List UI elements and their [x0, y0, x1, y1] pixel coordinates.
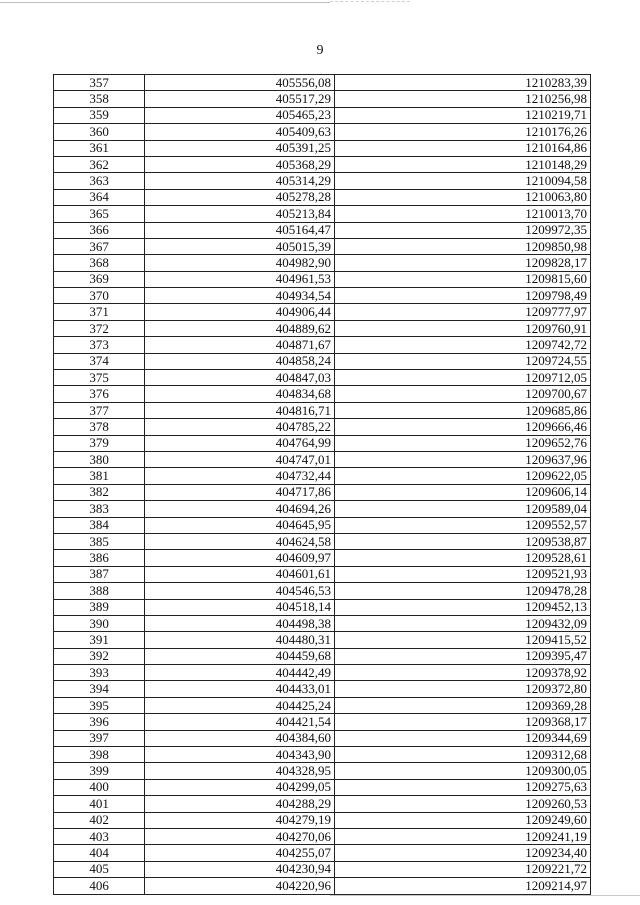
table-row — [54, 665, 591, 681]
point-number-cell: 363 — [54, 173, 145, 189]
point-number-cell: 383 — [54, 501, 145, 517]
x-coordinate-cell: 404747,01 — [145, 451, 335, 467]
table-row — [54, 550, 591, 566]
x-coordinate-cell: 404982,90 — [145, 255, 335, 271]
x-coordinate-cell: 404546,53 — [145, 583, 335, 599]
point-number-cell: 372 — [54, 320, 145, 336]
table-row — [54, 730, 591, 746]
coordinates-table — [53, 74, 591, 895]
y-coordinate-cell: 1209275,63 — [335, 779, 591, 795]
x-coordinate-cell: 404785,22 — [145, 419, 335, 435]
x-coordinate-cell: 404220,96 — [145, 878, 335, 894]
y-coordinate-cell: 1209234,40 — [335, 845, 591, 861]
table-row — [54, 796, 591, 812]
y-coordinate-cell: 1209249,60 — [335, 812, 591, 828]
x-coordinate-cell: 405314,29 — [145, 173, 335, 189]
point-number-cell: 378 — [54, 419, 145, 435]
point-number-cell: 365 — [54, 206, 145, 222]
x-coordinate-cell: 404906,44 — [145, 304, 335, 320]
point-number-cell: 367 — [54, 238, 145, 254]
point-number-cell: 360 — [54, 124, 145, 140]
table-row — [54, 648, 591, 664]
table-row — [54, 173, 591, 189]
y-coordinate-cell: 1209415,52 — [335, 632, 591, 648]
x-coordinate-cell: 404279,19 — [145, 812, 335, 828]
point-number-cell: 385 — [54, 533, 145, 549]
table-row — [54, 91, 591, 107]
y-coordinate-cell: 1209622,05 — [335, 468, 591, 484]
y-coordinate-cell: 1209777,97 — [335, 304, 591, 320]
table-row — [54, 763, 591, 779]
point-number-cell: 381 — [54, 468, 145, 484]
x-coordinate-cell: 404732,44 — [145, 468, 335, 484]
table-row — [54, 845, 591, 861]
table-row — [54, 468, 591, 484]
y-coordinate-cell: 1209685,86 — [335, 402, 591, 418]
table-row — [54, 238, 591, 254]
y-coordinate-cell: 1209666,46 — [335, 419, 591, 435]
point-number-cell: 376 — [54, 386, 145, 402]
point-number-cell: 368 — [54, 255, 145, 271]
y-coordinate-cell: 1209344,69 — [335, 730, 591, 746]
point-number-cell: 379 — [54, 435, 145, 451]
table-row — [54, 255, 591, 271]
table-row — [54, 714, 591, 730]
table-row — [54, 222, 591, 238]
y-coordinate-cell: 1209452,13 — [335, 599, 591, 615]
table-row — [54, 878, 591, 894]
x-coordinate-cell: 405278,28 — [145, 189, 335, 205]
table-row — [54, 140, 591, 156]
scan-top-edge-line — [0, 2, 330, 3]
x-coordinate-cell: 404230,94 — [145, 861, 335, 877]
point-number-cell: 358 — [54, 91, 145, 107]
y-coordinate-cell: 1209760,91 — [335, 320, 591, 336]
x-coordinate-cell: 404459,68 — [145, 648, 335, 664]
point-number-cell: 387 — [54, 566, 145, 582]
table-row — [54, 861, 591, 877]
table-row — [54, 402, 591, 418]
table-row — [54, 419, 591, 435]
coordinates-table-body — [54, 75, 591, 895]
table-row — [54, 533, 591, 549]
point-number-cell: 394 — [54, 681, 145, 697]
table-row — [54, 517, 591, 533]
y-coordinate-cell: 1209538,87 — [335, 533, 591, 549]
point-number-cell: 384 — [54, 517, 145, 533]
x-coordinate-cell: 405409,63 — [145, 124, 335, 140]
table-row — [54, 320, 591, 336]
point-number-cell: 405 — [54, 861, 145, 877]
y-coordinate-cell: 1209742,72 — [335, 337, 591, 353]
table-row — [54, 451, 591, 467]
y-coordinate-cell: 1210256,98 — [335, 91, 591, 107]
x-coordinate-cell: 404847,03 — [145, 370, 335, 386]
table-row — [54, 288, 591, 304]
point-number-cell: 377 — [54, 402, 145, 418]
y-coordinate-cell: 1209828,17 — [335, 255, 591, 271]
x-coordinate-cell: 404442,49 — [145, 665, 335, 681]
table-row — [54, 435, 591, 451]
point-number-cell: 406 — [54, 878, 145, 894]
table-row — [54, 681, 591, 697]
y-coordinate-cell: 1209606,14 — [335, 484, 591, 500]
y-coordinate-cell: 1209552,57 — [335, 517, 591, 533]
x-coordinate-cell: 404518,14 — [145, 599, 335, 615]
point-number-cell: 396 — [54, 714, 145, 730]
table-row — [54, 386, 591, 402]
y-coordinate-cell: 1210013,70 — [335, 206, 591, 222]
x-coordinate-cell: 405391,25 — [145, 140, 335, 156]
x-coordinate-cell: 404764,99 — [145, 435, 335, 451]
y-coordinate-cell: 1209589,04 — [335, 501, 591, 517]
table-row — [54, 747, 591, 763]
x-coordinate-cell: 405465,23 — [145, 107, 335, 123]
y-coordinate-cell: 1209850,98 — [335, 238, 591, 254]
x-coordinate-cell: 404645,95 — [145, 517, 335, 533]
point-number-cell: 397 — [54, 730, 145, 746]
x-coordinate-cell: 405164,47 — [145, 222, 335, 238]
point-number-cell: 361 — [54, 140, 145, 156]
point-number-cell: 382 — [54, 484, 145, 500]
y-coordinate-cell: 1209972,35 — [335, 222, 591, 238]
table-row — [54, 501, 591, 517]
x-coordinate-cell: 404255,07 — [145, 845, 335, 861]
table-row — [54, 484, 591, 500]
x-coordinate-cell: 405213,84 — [145, 206, 335, 222]
point-number-cell: 392 — [54, 648, 145, 664]
point-number-cell: 362 — [54, 156, 145, 172]
y-coordinate-cell: 1209724,55 — [335, 353, 591, 369]
point-number-cell: 386 — [54, 550, 145, 566]
point-number-cell: 380 — [54, 451, 145, 467]
x-coordinate-cell: 404480,31 — [145, 632, 335, 648]
y-coordinate-cell: 1209528,61 — [335, 550, 591, 566]
table-row — [54, 337, 591, 353]
point-number-cell: 398 — [54, 747, 145, 763]
point-number-cell: 395 — [54, 697, 145, 713]
point-number-cell: 370 — [54, 288, 145, 304]
x-coordinate-cell: 405368,29 — [145, 156, 335, 172]
point-number-cell: 404 — [54, 845, 145, 861]
table-row — [54, 75, 591, 91]
y-coordinate-cell: 1210148,29 — [335, 156, 591, 172]
table-row — [54, 615, 591, 631]
y-coordinate-cell: 1209372,80 — [335, 681, 591, 697]
x-coordinate-cell: 404609,97 — [145, 550, 335, 566]
table-row — [54, 779, 591, 795]
x-coordinate-cell: 404624,58 — [145, 533, 335, 549]
table-row — [54, 566, 591, 582]
table-row — [54, 353, 591, 369]
table-row — [54, 370, 591, 386]
point-number-cell: 393 — [54, 665, 145, 681]
table-row — [54, 189, 591, 205]
point-number-cell: 369 — [54, 271, 145, 287]
x-coordinate-cell: 404421,54 — [145, 714, 335, 730]
y-coordinate-cell: 1209221,72 — [335, 861, 591, 877]
table-row — [54, 124, 591, 140]
point-number-cell: 399 — [54, 763, 145, 779]
point-number-cell: 375 — [54, 370, 145, 386]
x-coordinate-cell: 404343,90 — [145, 747, 335, 763]
point-number-cell: 403 — [54, 828, 145, 844]
y-coordinate-cell: 1209369,28 — [335, 697, 591, 713]
scan-bottom-edge-line — [330, 895, 640, 896]
point-number-cell: 366 — [54, 222, 145, 238]
x-coordinate-cell: 404816,71 — [145, 402, 335, 418]
y-coordinate-cell: 1209378,92 — [335, 665, 591, 681]
table-row — [54, 812, 591, 828]
x-coordinate-cell: 405015,39 — [145, 238, 335, 254]
table-row — [54, 583, 591, 599]
table-row — [54, 107, 591, 123]
y-coordinate-cell: 1209432,09 — [335, 615, 591, 631]
point-number-cell: 371 — [54, 304, 145, 320]
x-coordinate-cell: 404934,54 — [145, 288, 335, 304]
y-coordinate-cell: 1209700,67 — [335, 386, 591, 402]
y-coordinate-cell: 1209300,05 — [335, 763, 591, 779]
x-coordinate-cell: 404834,68 — [145, 386, 335, 402]
point-number-cell: 374 — [54, 353, 145, 369]
point-number-cell: 389 — [54, 599, 145, 615]
x-coordinate-cell: 404425,24 — [145, 697, 335, 713]
y-coordinate-cell: 1209395,47 — [335, 648, 591, 664]
y-coordinate-cell: 1209478,28 — [335, 583, 591, 599]
y-coordinate-cell: 1209637,96 — [335, 451, 591, 467]
point-number-cell: 359 — [54, 107, 145, 123]
table-row — [54, 697, 591, 713]
point-number-cell: 373 — [54, 337, 145, 353]
x-coordinate-cell: 404858,24 — [145, 353, 335, 369]
x-coordinate-cell: 404717,86 — [145, 484, 335, 500]
x-coordinate-cell: 404498,38 — [145, 615, 335, 631]
y-coordinate-cell: 1209241,19 — [335, 828, 591, 844]
x-coordinate-cell: 404871,67 — [145, 337, 335, 353]
y-coordinate-cell: 1209798,49 — [335, 288, 591, 304]
y-coordinate-cell: 1210176,26 — [335, 124, 591, 140]
x-coordinate-cell: 404601,61 — [145, 566, 335, 582]
point-number-cell: 401 — [54, 796, 145, 812]
scan-top-edge-dash — [330, 1, 410, 2]
page-number: 9 — [316, 43, 324, 58]
point-number-cell: 388 — [54, 583, 145, 599]
y-coordinate-cell: 1210283,39 — [335, 75, 591, 91]
point-number-cell: 357 — [54, 75, 145, 91]
point-number-cell: 364 — [54, 189, 145, 205]
y-coordinate-cell: 1210219,71 — [335, 107, 591, 123]
y-coordinate-cell: 1209368,17 — [335, 714, 591, 730]
table-row — [54, 271, 591, 287]
x-coordinate-cell: 404433,01 — [145, 681, 335, 697]
point-number-cell: 390 — [54, 615, 145, 631]
table-row — [54, 599, 591, 615]
x-coordinate-cell: 404328,95 — [145, 763, 335, 779]
point-number-cell: 391 — [54, 632, 145, 648]
x-coordinate-cell: 404889,62 — [145, 320, 335, 336]
y-coordinate-cell: 1209815,60 — [335, 271, 591, 287]
y-coordinate-cell: 1210164,86 — [335, 140, 591, 156]
y-coordinate-cell: 1209652,76 — [335, 435, 591, 451]
table-row — [54, 632, 591, 648]
y-coordinate-cell: 1209312,68 — [335, 747, 591, 763]
y-coordinate-cell: 1209712,05 — [335, 370, 591, 386]
x-coordinate-cell: 404961,53 — [145, 271, 335, 287]
point-number-cell: 400 — [54, 779, 145, 795]
x-coordinate-cell: 404288,29 — [145, 796, 335, 812]
table-row — [54, 304, 591, 320]
y-coordinate-cell: 1209521,93 — [335, 566, 591, 582]
y-coordinate-cell: 1209214,97 — [335, 878, 591, 894]
table-row — [54, 206, 591, 222]
y-coordinate-cell: 1210094,58 — [335, 173, 591, 189]
x-coordinate-cell: 404299,05 — [145, 779, 335, 795]
x-coordinate-cell: 404270,06 — [145, 828, 335, 844]
y-coordinate-cell: 1210063,80 — [335, 189, 591, 205]
x-coordinate-cell: 404694,26 — [145, 501, 335, 517]
table-row — [54, 156, 591, 172]
x-coordinate-cell: 405517,29 — [145, 91, 335, 107]
table-row — [54, 828, 591, 844]
x-coordinate-cell: 405556,08 — [145, 75, 335, 91]
y-coordinate-cell: 1209260,53 — [335, 796, 591, 812]
x-coordinate-cell: 404384,60 — [145, 730, 335, 746]
point-number-cell: 402 — [54, 812, 145, 828]
